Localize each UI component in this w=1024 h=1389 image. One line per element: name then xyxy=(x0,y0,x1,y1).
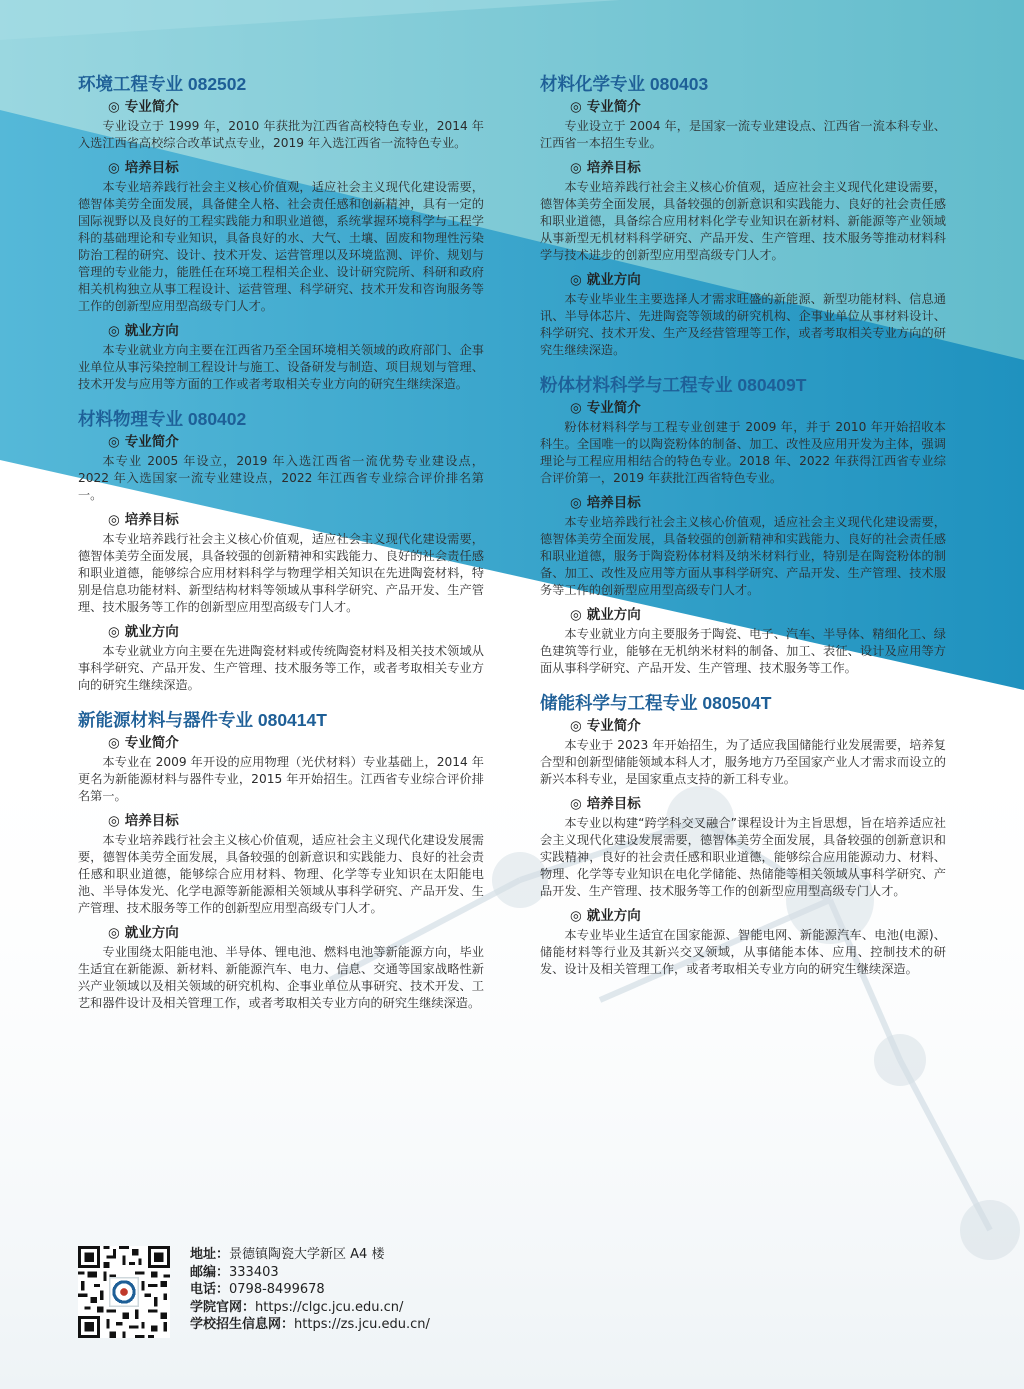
target-circle-icon: ◎ xyxy=(108,434,120,450)
target-circle-icon: ◎ xyxy=(570,99,582,115)
college-site-link[interactable]: https://clgc.jcu.edu.cn/ xyxy=(255,1299,404,1315)
section-text: 专业设立于 2004 年，是国家一流专业建设点、江西省一流本科专业、江西省一本招生专业。 xyxy=(540,119,946,150)
section-intro xyxy=(78,733,484,805)
admission-site-link[interactable]: https://zs.jcu.edu.cn/ xyxy=(294,1317,430,1333)
section-heading: 专业简介 xyxy=(124,99,179,115)
target-circle-icon: ◎ xyxy=(108,925,120,941)
section-careers xyxy=(78,321,484,393)
section-intro xyxy=(540,97,946,152)
section-heading: 专业简介 xyxy=(124,434,179,450)
section-heading: 专业简介 xyxy=(586,718,641,734)
section-text: 本专业 2005 年设立，2019 年入选江西省一流优势专业建设点，2022 年入选国家一流专业建设点，2022 年江西省专业综合评价排名第一。 xyxy=(78,454,484,502)
section-intro xyxy=(540,398,946,487)
section-text: 本专业在 2009 年开设的应用物理（光伏材料）专业基础上，2014 年更名为新能源材料与器件专业，2015 年开始招生。江西省专业综合评价排名第一。 xyxy=(78,755,484,803)
section-text: 专业围绕太阳能电池、半导体、锂电池、燃料电池等新能源方向，毕业生适宜在新能源、新材料、新能源汽车、电力、信息、交通等国家战略性新兴产业领域以及相关领域的研究机构、企事业单位从事研究、技术开发、工艺和器件设计及相关管理工作，或者考取相关专业方向的研究生继续深造。 xyxy=(78,945,484,1010)
target-circle-icon: ◎ xyxy=(570,495,582,511)
section-goals xyxy=(540,794,946,900)
section-text: 本专业培养践行社会主义核心价值观，适应社会主义现代化建设需要，德智体美劳全面发展，具备较强的创新意识和实践能力、良好的社会责任感和职业道德，具备综合应用材料化学专业知识在新材料、新能源等产业领域从事新型无机材料科学研究、产品开发、生产管理、技术服务等推动材料科学与技术进步的创新型应用型高级专门人才。 xyxy=(540,180,946,262)
section-heading: 就业方向 xyxy=(124,624,179,640)
section-careers xyxy=(540,605,946,677)
section-text: 本专业于 2023 年开始招生，为了适应我国储能行业发展需要，培养复合型和创新型储能领域本科人才，服务地方乃至国家产业人才需求而设立的新兴本科专业，是国家重点支持的新工科专业。 xyxy=(540,738,946,786)
section-text: 本专业就业方向主要服务于陶瓷、电子、汽车、半导体、精细化工、绿色建筑等行业，能够在无机纳米材料的制备、加工、表征、设计及应用等方面从事科学研究、产品开发、生产管理、技术服务等工作。 xyxy=(540,627,946,675)
major-materials-physics xyxy=(78,407,484,694)
section-text: 本专业培养践行社会主义核心价值观，适应社会主义现代化建设需要，德智体美劳全面发展，具备健全人格、社会责任感和创新精神，具有一定的国际视野以及良好的工程实践能力和职业道德，系统掌握环境科学与工程学科的基础理论和专业知识，具备良好的水、大气、土壤、固废和物理性污染防治工程的研究、设计、技术开发、运营管理以及环境监测、评价、规划与管理的专业能力，能胜任在环境工程相关企业、设计研究院所、科研和政府相关机构独立从事工程设计、运营管理、科学研究、技术开发和咨询服务等工作的创新型应用型高级专门人才。 xyxy=(78,180,484,313)
target-circle-icon: ◎ xyxy=(570,796,582,812)
section-goals xyxy=(78,811,484,917)
section-intro xyxy=(540,716,946,788)
left-column xyxy=(78,72,484,1026)
contact-info xyxy=(190,1246,430,1338)
target-circle-icon: ◎ xyxy=(108,624,120,640)
right-column xyxy=(540,72,946,992)
target-circle-icon: ◎ xyxy=(570,400,582,416)
major-title: 储能科学与工程专业 080504T xyxy=(540,693,772,713)
section-heading: 培养目标 xyxy=(124,813,179,829)
section-goals xyxy=(540,493,946,599)
section-text: 粉体材料科学与工程专业创建于 2009 年，并于 2010 年开始招收本科生。全国唯一的以陶瓷粉体的制备、加工、改性及应用开发为主体，强调理论与工程应用相结合的特色专业。2018 年、2022 年获得江西省专业综合评价第一，2019 年获批江西省特色专业。 xyxy=(540,420,946,485)
section-heading: 专业简介 xyxy=(586,99,641,115)
target-circle-icon: ◎ xyxy=(570,908,582,924)
contact-postcode: 邮编：333403 xyxy=(190,1264,279,1280)
major-materials-chemistry xyxy=(540,72,946,359)
section-heading: 培养目标 xyxy=(124,160,179,176)
target-circle-icon: ◎ xyxy=(570,160,582,176)
target-circle-icon: ◎ xyxy=(108,813,120,829)
target-circle-icon: ◎ xyxy=(108,735,120,751)
major-title: 材料物理专业 080402 xyxy=(78,409,247,429)
contact-admission-site: 学校招生信息网：https://zs.jcu.edu.cn/ xyxy=(190,1317,430,1333)
major-title: 粉体材料科学与工程专业 080409T xyxy=(540,375,807,395)
section-heading: 就业方向 xyxy=(586,908,641,924)
qr-code-icon[interactable] xyxy=(78,1246,170,1338)
major-title: 材料化学专业 080403 xyxy=(540,74,709,94)
section-text: 本专业毕业生主要选择人才需求旺盛的新能源、新型功能材料、信息通讯、半导体芯片、先进陶瓷等领域的研究机构、企事业单位从事材料设计、科学研究、技术开发、生产及经营管理等工作，或者考取相关专业方向的研究生继续深造。 xyxy=(540,292,946,357)
section-intro xyxy=(78,97,484,152)
major-new-energy-materials xyxy=(78,708,484,1012)
major-energy-storage xyxy=(540,691,946,978)
section-text: 本专业培养践行社会主义核心价值观，适应社会主义现代化建设发展需要，德智体美劳全面发展，具备较强的创新意识和实践能力、良好的社会责任感和职业道德，能够综合应用材料、物理、化学等专业知识在太阳能电池、半导体发光、化学电源等新能源相关领域从事科学研究、产品开发、生产管理、技术服务等工作的创新型应用型高级专门人才。 xyxy=(78,833,484,915)
section-goals xyxy=(78,510,484,616)
major-title: 环境工程专业 082502 xyxy=(78,74,247,94)
target-circle-icon: ◎ xyxy=(570,607,582,623)
section-heading: 培养目标 xyxy=(586,495,641,511)
major-environmental-engineering xyxy=(78,72,484,393)
contact-footer xyxy=(78,1246,430,1338)
section-heading: 就业方向 xyxy=(586,272,641,288)
section-careers xyxy=(540,906,946,978)
target-circle-icon: ◎ xyxy=(570,718,582,734)
target-circle-icon: ◎ xyxy=(108,512,120,528)
section-heading: 培养目标 xyxy=(124,512,179,528)
section-text: 本专业培养践行社会主义核心价值观，适应社会主义现代化建设需要，德智体美劳全面发展，具备较强的创新精神和实践能力、良好的社会责任感和职业道德，能够综合应用材料科学与物理学相关知识在先进陶瓷材料，特别是信息功能材料、新型结构材料等领域从事科学研究、产品开发、生产管理、技术服务等工作的创新型应用型高级专门人才。 xyxy=(78,532,484,614)
section-text: 本专业以构建“跨学科交叉融合”课程设计为主旨思想，旨在培养适应社会主义现代化建设发展需要，德智体美劳全面发展，具备较强的创新意识和实践精神，良好的社会责任感和职业道德，能够综合应用能源动力、材料、物理、化学等专业知识在电化学储能、热储能等相关领域从事科学研究、产品开发、生产管理、技术服务等工作的创新型应用型高级专门人才。 xyxy=(540,816,946,898)
target-circle-icon: ◎ xyxy=(108,323,120,339)
section-text: 本专业培养践行社会主义核心价值观，适应社会主义现代化建设需要，德智体美劳全面发展，具备较强的创新精神和实践能力、良好的社会责任感和职业道德，服务于陶瓷粉体材料及纳米材料行业，特别是在陶瓷粉体的制备、加工、改性及应用等方面从事科学研究、产品开发、生产管理、技术服务等工作的创新型应用型高级专门人才。 xyxy=(540,515,946,597)
section-goals xyxy=(78,158,484,315)
target-circle-icon: ◎ xyxy=(108,160,120,176)
section-text: 专业设立于 1999 年，2010 年获批为江西省高校特色专业，2014 年入选江西省高校综合改革试点专业，2019 年入选江西省一流特色专业。 xyxy=(78,119,484,150)
target-circle-icon: ◎ xyxy=(570,272,582,288)
section-heading: 就业方向 xyxy=(124,925,179,941)
section-heading: 培养目标 xyxy=(586,160,641,176)
contact-phone: 电话：0798-8499678 xyxy=(190,1282,325,1298)
target-circle-icon: ◎ xyxy=(108,99,120,115)
section-heading: 就业方向 xyxy=(586,607,641,623)
section-heading: 就业方向 xyxy=(124,323,179,339)
section-heading: 培养目标 xyxy=(586,796,641,812)
section-careers xyxy=(78,622,484,694)
major-title: 新能源材料与器件专业 080414T xyxy=(78,710,327,730)
section-careers xyxy=(540,270,946,359)
contact-address: 地址：景德镇陶瓷大学新区 A4 楼 xyxy=(190,1247,385,1262)
major-powder-materials xyxy=(540,373,946,677)
section-text: 本专业毕业生适宜在国家能源、智能电网、新能源汽车、电池(电源)、储能材料等行业及其新兴交叉领域，从事储能本体、应用、控制技术的研发、设计及相关管理工作，或者考取相关专业方向的研究生继续深造。 xyxy=(540,928,946,976)
section-text: 本专业就业方向主要在先进陶瓷材料或传统陶瓷材料及相关技术领域从事科学研究、产品开发、生产管理、技术服务等工作，或者考取相关专业方向的研究生继续深造。 xyxy=(78,644,484,692)
section-heading: 专业简介 xyxy=(586,400,641,416)
section-intro xyxy=(78,432,484,504)
section-heading: 专业简介 xyxy=(124,735,179,751)
contact-college-site: 学院官网：https://clgc.jcu.edu.cn/ xyxy=(190,1299,404,1315)
section-text: 本专业就业方向主要在江西省乃至全国环境相关领域的政府部门、企事业单位从事污染控制工程设计与施工、设备研发与制造、项目规划与管理、技术开发与应用等方面的工作或者考取相关专业方向的研究生继续深造。 xyxy=(78,343,484,391)
section-careers xyxy=(78,923,484,1012)
section-goals xyxy=(540,158,946,264)
